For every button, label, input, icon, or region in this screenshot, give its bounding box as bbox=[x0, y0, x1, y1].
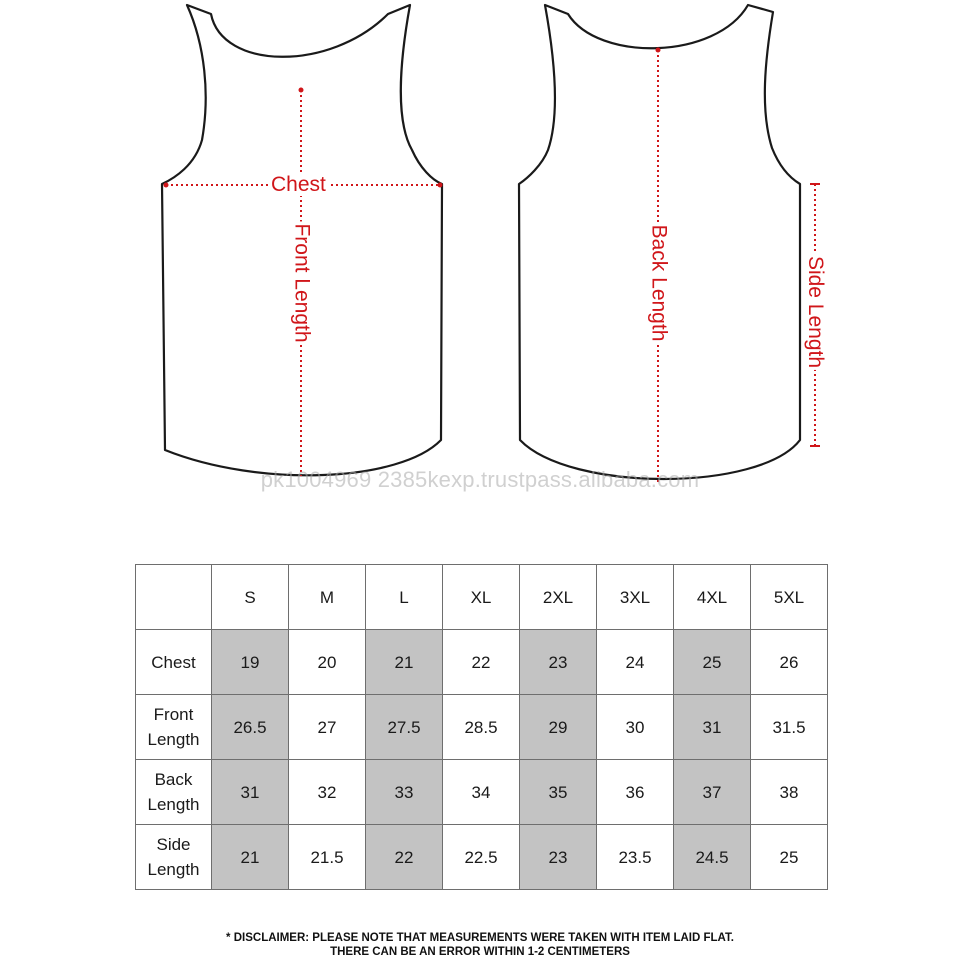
table-cell: 37 bbox=[674, 760, 751, 825]
disclaimer-text bbox=[0, 931, 960, 959]
table-cell: 21.5 bbox=[289, 825, 366, 890]
table-row-chest bbox=[136, 630, 828, 695]
table-row-front-length bbox=[136, 695, 828, 760]
size-header: 3XL bbox=[597, 565, 674, 630]
size-header: 2XL bbox=[520, 565, 597, 630]
table-cell: 23 bbox=[520, 630, 597, 695]
table-cell: 31 bbox=[212, 760, 289, 825]
corner-cell bbox=[136, 565, 212, 630]
disclaimer-line-1: * DISCLAIMER: PLEASE NOTE THAT MEASUREMENTS WERE TAKEN WITH ITEM LAID FLAT. bbox=[226, 932, 734, 944]
table-cell: 19 bbox=[212, 630, 289, 695]
size-header: 5XL bbox=[751, 565, 828, 630]
table-cell: 28.5 bbox=[443, 695, 520, 760]
table-cell: 31 bbox=[674, 695, 751, 760]
table-cell: 24 bbox=[597, 630, 674, 695]
table-cell: 22.5 bbox=[443, 825, 520, 890]
watermark-text: pk1004969 2385kexp.trustpass.alibaba.com bbox=[260, 467, 700, 492]
table-cell: 22 bbox=[443, 630, 520, 695]
size-header: M bbox=[289, 565, 366, 630]
table-cell: 23.5 bbox=[597, 825, 674, 890]
size-header: L bbox=[366, 565, 443, 630]
table-cell: 22 bbox=[366, 825, 443, 890]
side-length-label: Side Length bbox=[804, 255, 828, 369]
size-header: S bbox=[212, 565, 289, 630]
row-label: Chest bbox=[136, 630, 212, 695]
chest-label: Chest bbox=[271, 173, 326, 196]
size-header-row bbox=[136, 565, 828, 630]
size-chart-table bbox=[135, 564, 828, 890]
table-cell: 23 bbox=[520, 825, 597, 890]
table-cell: 27 bbox=[289, 695, 366, 760]
table-cell: 31.5 bbox=[751, 695, 828, 760]
table-cell: 36 bbox=[597, 760, 674, 825]
table-cell: 26.5 bbox=[212, 695, 289, 760]
table-cell: 32 bbox=[289, 760, 366, 825]
table-cell: 30 bbox=[597, 695, 674, 760]
table-cell: 27.5 bbox=[366, 695, 443, 760]
table-cell: 25 bbox=[751, 825, 828, 890]
disclaimer-line-2: THERE CAN BE AN ERROR WITHIN 1-2 CENTIMETERS bbox=[330, 946, 630, 958]
table-cell: 21 bbox=[366, 630, 443, 695]
table-cell: 38 bbox=[751, 760, 828, 825]
row-label: Side Length bbox=[136, 825, 212, 890]
size-header: 4XL bbox=[674, 565, 751, 630]
table-row-side-length bbox=[136, 825, 828, 890]
table-cell: 20 bbox=[289, 630, 366, 695]
table-cell: 33 bbox=[366, 760, 443, 825]
row-label: Front Length bbox=[136, 695, 212, 760]
table-cell: 29 bbox=[520, 695, 597, 760]
table-row-back-length bbox=[136, 760, 828, 825]
table-cell: 35 bbox=[520, 760, 597, 825]
front-length-label: Front Length bbox=[290, 223, 314, 343]
table-cell: 25 bbox=[674, 630, 751, 695]
table-cell: 24.5 bbox=[674, 825, 751, 890]
table-cell: 34 bbox=[443, 760, 520, 825]
table-cell: 26 bbox=[751, 630, 828, 695]
row-label: Back Length bbox=[136, 760, 212, 825]
table-cell: 21 bbox=[212, 825, 289, 890]
size-header: XL bbox=[443, 565, 520, 630]
back-length-label: Back Length bbox=[647, 224, 671, 342]
